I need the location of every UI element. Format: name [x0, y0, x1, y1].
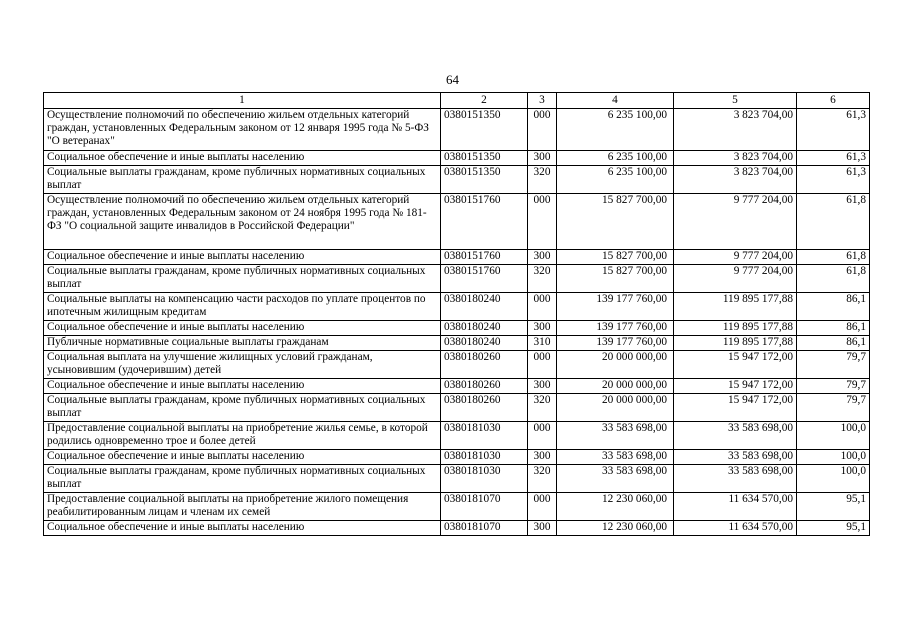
- table-row: [44, 293, 870, 321]
- row-fact-cell: 33 583 698,00: [674, 422, 797, 450]
- row-percent-cell: 61,3: [797, 109, 870, 151]
- table-row: [44, 493, 870, 521]
- table-body: [44, 109, 870, 536]
- page-number: 64: [446, 72, 459, 87]
- row-percent-cell: 86,1: [797, 293, 870, 321]
- row-fact-cell: 9 777 204,00: [674, 265, 797, 293]
- row-plan-cell: 15 827 700,00: [557, 265, 674, 293]
- row-kvr-cell: 000: [528, 293, 557, 321]
- row-name-cell: Предоставление социальной выплаты на приобретение жилья семье, в которой родились одновременно трое и более детей: [44, 422, 441, 450]
- row-plan-cell: 6 235 100,00: [557, 151, 674, 166]
- row-name-cell: Социальные выплаты гражданам, кроме публичных нормативных социальных выплат: [44, 166, 441, 194]
- row-percent-cell: 61,8: [797, 194, 870, 250]
- table-row: [44, 321, 870, 336]
- row-percent-cell: 86,1: [797, 321, 870, 336]
- row-code-cell: 0380180240: [441, 321, 528, 336]
- row-fact-cell: 9 777 204,00: [674, 194, 797, 250]
- row-fact-cell: 33 583 698,00: [674, 450, 797, 465]
- row-percent-cell: 61,3: [797, 151, 870, 166]
- row-code-cell: 0380151760: [441, 250, 528, 265]
- row-percent-cell: 100,0: [797, 422, 870, 450]
- row-plan-cell: 139 177 760,00: [557, 293, 674, 321]
- row-fact-cell: 3 823 704,00: [674, 151, 797, 166]
- row-percent-cell: 61,3: [797, 166, 870, 194]
- row-plan-cell: 6 235 100,00: [557, 166, 674, 194]
- table-row: [44, 194, 870, 250]
- row-fact-cell: 15 947 172,00: [674, 394, 797, 422]
- row-name-cell: Социальная выплата на улучшение жилищных условий гражданам, усыновившим (удочерившим) детей: [44, 351, 441, 379]
- row-kvr-cell: 300: [528, 450, 557, 465]
- table-row: [44, 151, 870, 166]
- row-percent-cell: 95,1: [797, 493, 870, 521]
- row-plan-cell: 20 000 000,00: [557, 351, 674, 379]
- row-fact-cell: 15 947 172,00: [674, 379, 797, 394]
- row-name-cell: Социальное обеспечение и иные выплаты населению: [44, 250, 441, 265]
- row-name-cell: Социальное обеспечение и иные выплаты населению: [44, 151, 441, 166]
- table-row: [44, 250, 870, 265]
- row-code-cell: 0380180260: [441, 379, 528, 394]
- row-percent-cell: 100,0: [797, 465, 870, 493]
- row-name-cell: Социальное обеспечение и иные выплаты населению: [44, 450, 441, 465]
- table-row: [44, 465, 870, 493]
- table-row: [44, 422, 870, 450]
- row-code-cell: 0380151350: [441, 166, 528, 194]
- row-kvr-cell: 320: [528, 394, 557, 422]
- row-percent-cell: 61,8: [797, 265, 870, 293]
- row-kvr-cell: 320: [528, 465, 557, 493]
- row-name-cell: Социальное обеспечение и иные выплаты населению: [44, 321, 441, 336]
- row-fact-cell: 15 947 172,00: [674, 351, 797, 379]
- row-plan-cell: 20 000 000,00: [557, 394, 674, 422]
- row-kvr-cell: 000: [528, 422, 557, 450]
- row-percent-cell: 100,0: [797, 450, 870, 465]
- row-kvr-cell: 300: [528, 379, 557, 394]
- column-header: 4: [557, 93, 674, 109]
- row-percent-cell: 86,1: [797, 336, 870, 351]
- row-fact-cell: 3 823 704,00: [674, 109, 797, 151]
- row-plan-cell: 15 827 700,00: [557, 194, 674, 250]
- table-row: [44, 379, 870, 394]
- row-code-cell: 0380181070: [441, 521, 528, 536]
- column-header: 5: [674, 93, 797, 109]
- row-name-cell: Социальные выплаты гражданам, кроме публичных нормативных социальных выплат: [44, 465, 441, 493]
- column-header: 2: [441, 93, 528, 109]
- row-fact-cell: 33 583 698,00: [674, 465, 797, 493]
- row-code-cell: 0380180240: [441, 293, 528, 321]
- row-kvr-cell: 320: [528, 166, 557, 194]
- row-name-cell: Публичные нормативные социальные выплаты гражданам: [44, 336, 441, 351]
- row-kvr-cell: 000: [528, 194, 557, 250]
- table-row: [44, 521, 870, 536]
- row-code-cell: 0380180260: [441, 394, 528, 422]
- row-code-cell: 0380151350: [441, 109, 528, 151]
- column-header: 6: [797, 93, 870, 109]
- row-plan-cell: 12 230 060,00: [557, 521, 674, 536]
- table-header-row: [44, 93, 870, 109]
- row-name-cell: Социальное обеспечение и иные выплаты населению: [44, 379, 441, 394]
- row-code-cell: 0380181070: [441, 493, 528, 521]
- row-kvr-cell: 300: [528, 321, 557, 336]
- row-percent-cell: 79,7: [797, 379, 870, 394]
- row-percent-cell: 95,1: [797, 521, 870, 536]
- row-plan-cell: 12 230 060,00: [557, 493, 674, 521]
- row-code-cell: 0380151350: [441, 151, 528, 166]
- row-percent-cell: 79,7: [797, 351, 870, 379]
- row-name-cell: Социальные выплаты гражданам, кроме публичных нормативных социальных выплат: [44, 394, 441, 422]
- budget-table: [43, 92, 870, 536]
- row-kvr-cell: 000: [528, 109, 557, 151]
- row-percent-cell: 79,7: [797, 394, 870, 422]
- row-fact-cell: 11 634 570,00: [674, 493, 797, 521]
- row-code-cell: 0380181030: [441, 465, 528, 493]
- row-code-cell: 0380180240: [441, 336, 528, 351]
- table-row: [44, 450, 870, 465]
- row-plan-cell: 15 827 700,00: [557, 250, 674, 265]
- row-name-cell: Социальное обеспечение и иные выплаты населению: [44, 521, 441, 536]
- row-fact-cell: 119 895 177,88: [674, 293, 797, 321]
- row-fact-cell: 3 823 704,00: [674, 166, 797, 194]
- row-fact-cell: 119 895 177,88: [674, 321, 797, 336]
- row-kvr-cell: 300: [528, 521, 557, 536]
- row-plan-cell: 139 177 760,00: [557, 321, 674, 336]
- row-kvr-cell: 000: [528, 493, 557, 521]
- row-name-cell: Осуществление полномочий по обеспечению жильем отдельных категорий граждан, установленных Федеральным законом от 12 января 1995 года № 5-ФЗ "О ветеранах": [44, 109, 441, 151]
- row-plan-cell: 20 000 000,00: [557, 379, 674, 394]
- row-plan-cell: 33 583 698,00: [557, 450, 674, 465]
- row-fact-cell: 9 777 204,00: [674, 250, 797, 265]
- column-header: 1: [44, 93, 441, 109]
- table-row: [44, 166, 870, 194]
- row-plan-cell: 139 177 760,00: [557, 336, 674, 351]
- row-plan-cell: 33 583 698,00: [557, 465, 674, 493]
- row-kvr-cell: 320: [528, 265, 557, 293]
- table-row: [44, 394, 870, 422]
- row-fact-cell: 11 634 570,00: [674, 521, 797, 536]
- row-kvr-cell: 300: [528, 151, 557, 166]
- row-code-cell: 0380180260: [441, 351, 528, 379]
- row-kvr-cell: 310: [528, 336, 557, 351]
- row-kvr-cell: 000: [528, 351, 557, 379]
- row-name-cell: Социальные выплаты гражданам, кроме публичных нормативных социальных выплат: [44, 265, 441, 293]
- table-row: [44, 336, 870, 351]
- row-code-cell: 0380181030: [441, 422, 528, 450]
- row-code-cell: 0380151760: [441, 265, 528, 293]
- table-row: [44, 109, 870, 151]
- row-code-cell: 0380151760: [441, 194, 528, 250]
- row-plan-cell: 33 583 698,00: [557, 422, 674, 450]
- row-percent-cell: 61,8: [797, 250, 870, 265]
- column-header: 3: [528, 93, 557, 109]
- row-name-cell: Осуществление полномочий по обеспечению жильем отдельных категорий граждан, установленных Федеральным законом от 24 ноября 1995 года № 181-ФЗ "О социальной защите инвалидов в Российской Федерации": [44, 194, 441, 250]
- row-name-cell: Предоставление социальной выплаты на приобретение жилого помещения реабилитированным лицам и членам их семей: [44, 493, 441, 521]
- row-code-cell: 0380181030: [441, 450, 528, 465]
- row-name-cell: Социальные выплаты на компенсацию части расходов по уплате процентов по ипотечным жилищным кредитам: [44, 293, 441, 321]
- row-fact-cell: 119 895 177,88: [674, 336, 797, 351]
- row-plan-cell: 6 235 100,00: [557, 109, 674, 151]
- table-row: [44, 351, 870, 379]
- table-row: [44, 265, 870, 293]
- row-kvr-cell: 300: [528, 250, 557, 265]
